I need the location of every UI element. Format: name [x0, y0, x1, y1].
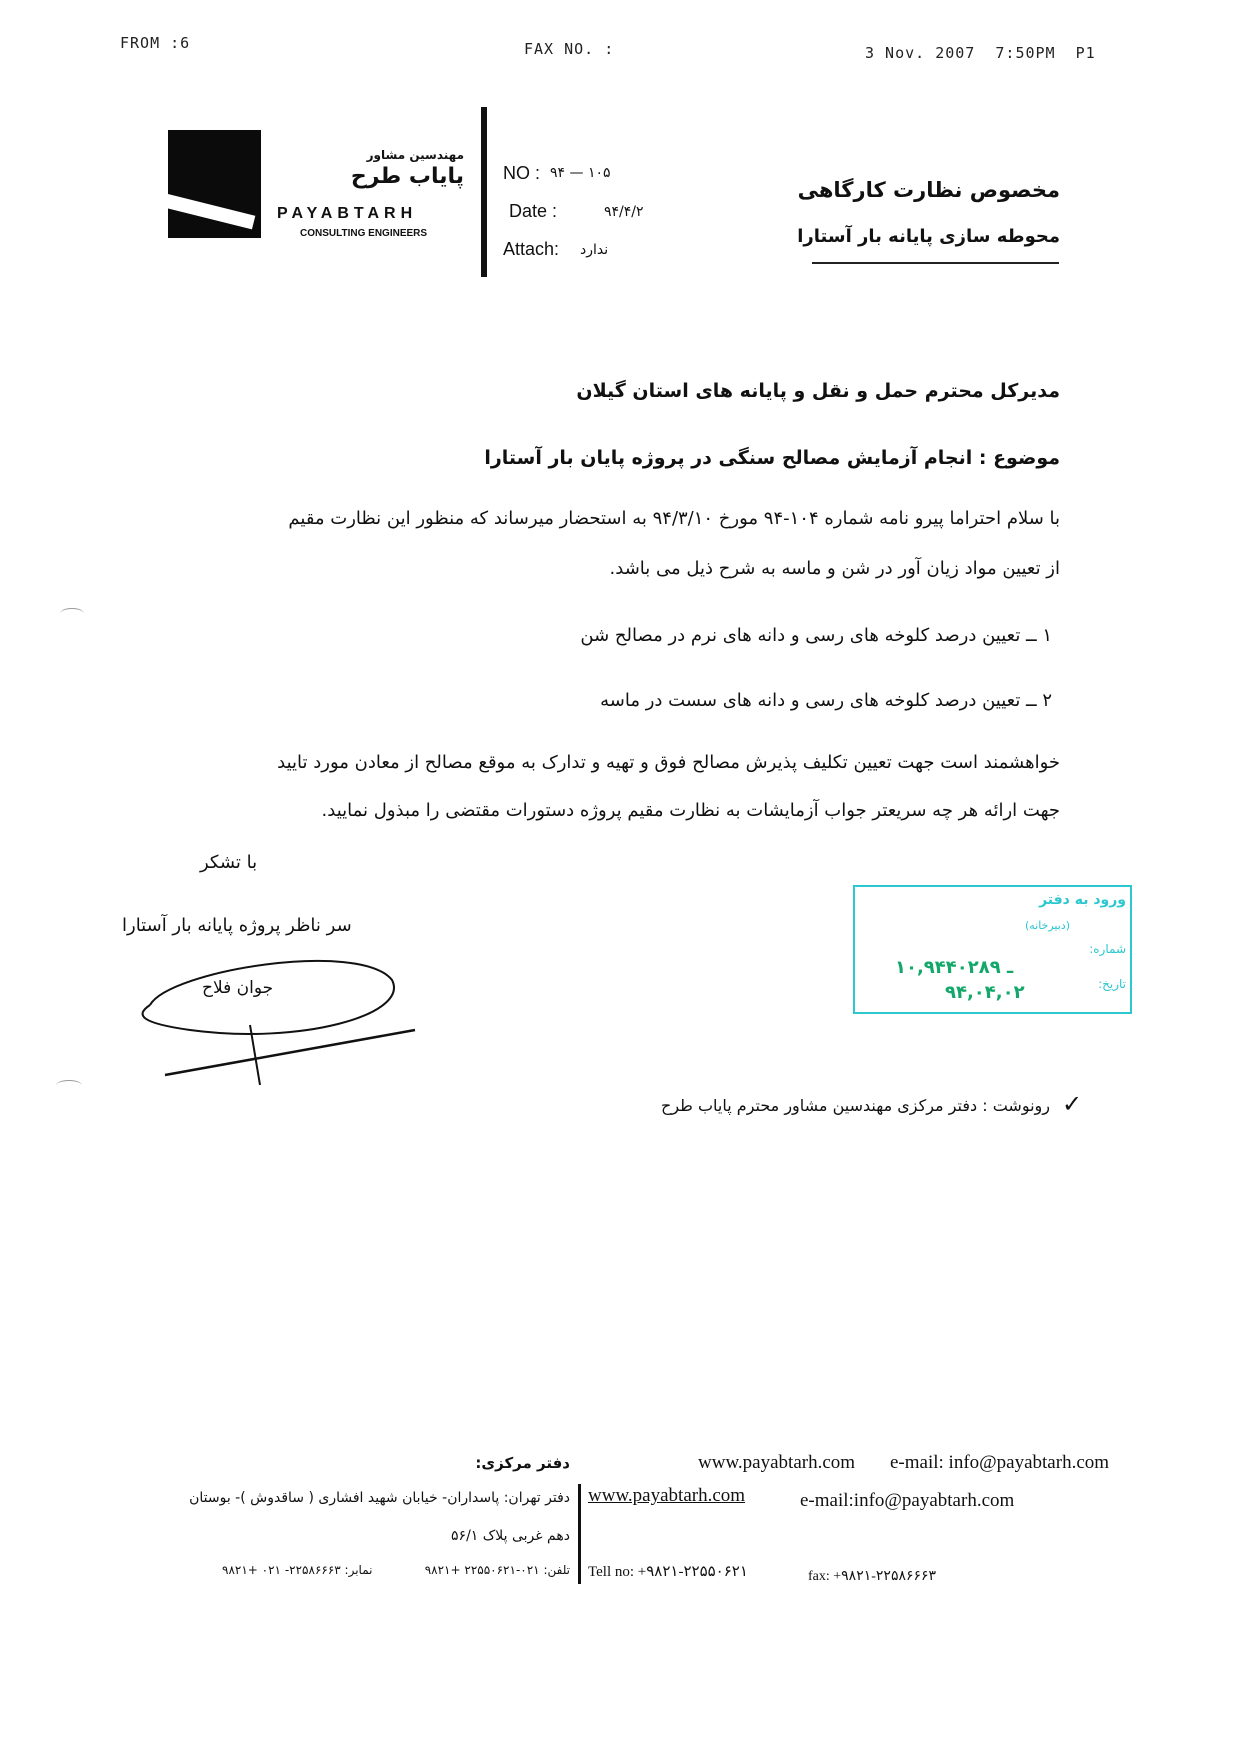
title-underline: [812, 262, 1059, 264]
footer-web-top[interactable]: www.payabtarh.com: [698, 1452, 856, 1473]
company-logo-mark: [168, 130, 261, 238]
para1-line1: با سلام احتراما پیرو نامه شماره ۱۰۴-۹۴ مورخ ۹۴/۳/۱۰ به استحضار میرساند که منظور این نظارت مقیم: [288, 508, 1060, 529]
signature-stroke: [165, 1030, 415, 1075]
fax-from: FROM :6: [120, 34, 191, 52]
footer-divider: [578, 1484, 581, 1584]
signature: [130, 945, 430, 1085]
checkmark-icon: ✓: [1062, 1090, 1083, 1118]
cc-line: رونوشت : دفتر مرکزی مهندسین مشاور محترم پایاب طرح: [661, 1096, 1050, 1115]
list-item-2: ۲ ــ تعیین درصد کلوخه های رسی و دانه های سست در ماسه: [600, 690, 1052, 711]
footer-fax-fa: نمابر: ۲۲۵۸۶۶۶۳- ۰۲۱ +۹۸۲۱: [222, 1563, 373, 1577]
recipient: مدیرکل محترم حمل و نقل و پایانه های استان گیلان: [576, 380, 1060, 402]
registration-stamp: [853, 885, 1132, 1014]
stamp-date-label: تاریخ:: [1098, 977, 1126, 991]
ref-no-value: ۹۴ — ۱۰۵: [550, 165, 611, 181]
signer-title: سر ناظر پروژه پایانه بار آستارا: [122, 915, 352, 936]
logo-stripe: [165, 194, 256, 229]
logo-fa-large: پایاب طرح: [350, 164, 464, 189]
ref-no-label: NO :: [503, 163, 541, 183]
footer-central-office: دفتر مرکزی:: [475, 1454, 570, 1472]
date-label: Date :: [509, 201, 558, 221]
logo-subtitle: CONSULTING ENGINEERS: [300, 228, 428, 239]
stamp-number-value: ۱۰,۹۴ـ ۴۰۲۸۹: [895, 957, 1014, 978]
footer-phone-fa: تلفن: ۰۲۱-۲۲۵۵۰۶۲۱ +۹۸۲۱: [424, 1563, 570, 1577]
footer-web-link[interactable]: www.payabtarh.com: [588, 1485, 746, 1506]
stamp-title: ورود به دفتر: [1039, 892, 1126, 908]
footer-tel-en: Tell no: +۹۸۲۱-۲۲۵۵۰۶۲۱: [588, 1564, 748, 1580]
footer-tehran-office: دفتر تهران: پاسداران- خیابان شهید افشاری ( ساقدوش )- بوستان: [189, 1490, 570, 1506]
footer-email-top[interactable]: e-mail: info@payabtarh.com: [890, 1452, 1110, 1473]
logo-en: PAYABTARH: [277, 205, 418, 222]
logo-fa-small: مهندسین مشاور: [366, 148, 464, 162]
para2-line2: جهت ارائه هر چه سریعتر جواب آزمایشات به نظارت مقیم پروژه دستورات مقتضی را مبذول نمایید.: [321, 800, 1060, 821]
date-value: ۹۴/۴/۲: [604, 204, 644, 220]
attach-value: ندارد: [580, 242, 609, 258]
fax-datetime: 3 Nov. 2007 7:50PM P1: [865, 44, 1096, 62]
closing: با تشکر: [200, 852, 258, 873]
footer-fax-en: fax: +۹۸۲۱-۲۲۵۸۶۶۶۳: [808, 1569, 937, 1584]
punch-hole-mark: [56, 1080, 82, 1091]
subject: موضوع : انجام آزمایش مصالح سنگی در پروژه پایان بار آستارا: [484, 447, 1060, 469]
project-title: محوطه سازی پایانه بار آستارا: [797, 226, 1060, 247]
para1-line2: از تعیین مواد زیان آور در شن و ماسه به شرح ذیل می باشد.: [609, 558, 1060, 579]
stamp-number-label: شماره:: [1089, 942, 1126, 956]
footer-email[interactable]: e-mail:info@payabtarh.com: [800, 1490, 1015, 1511]
fax-number: FAX NO. :: [524, 40, 615, 58]
letterhead-divider: [481, 107, 487, 277]
punch-hole-mark: [60, 608, 84, 619]
stamp-subtitle: (دبیرخانه): [1024, 919, 1070, 932]
list-item-1: ۱ ــ تعیین درصد کلوخه های رسی و دانه های نرم در مصالح شن: [580, 625, 1052, 646]
para2-line1: خواهشمند است جهت تعیین تکلیف پذیرش مصالح فوق و تهیه و تدارک به موقع مصالح از معادن مورد تایید: [277, 752, 1060, 773]
attach-label: Attach:: [503, 239, 560, 259]
letter-category: مخصوص نظارت کارگاهی: [797, 178, 1060, 202]
stamp-date-value: ۹۴,۰۴,۰۲: [945, 982, 1025, 1003]
signer-name: جوان فلاح: [202, 978, 274, 998]
footer-address-line2: دهم غربی پلاک ۵۶/۱: [451, 1528, 570, 1544]
